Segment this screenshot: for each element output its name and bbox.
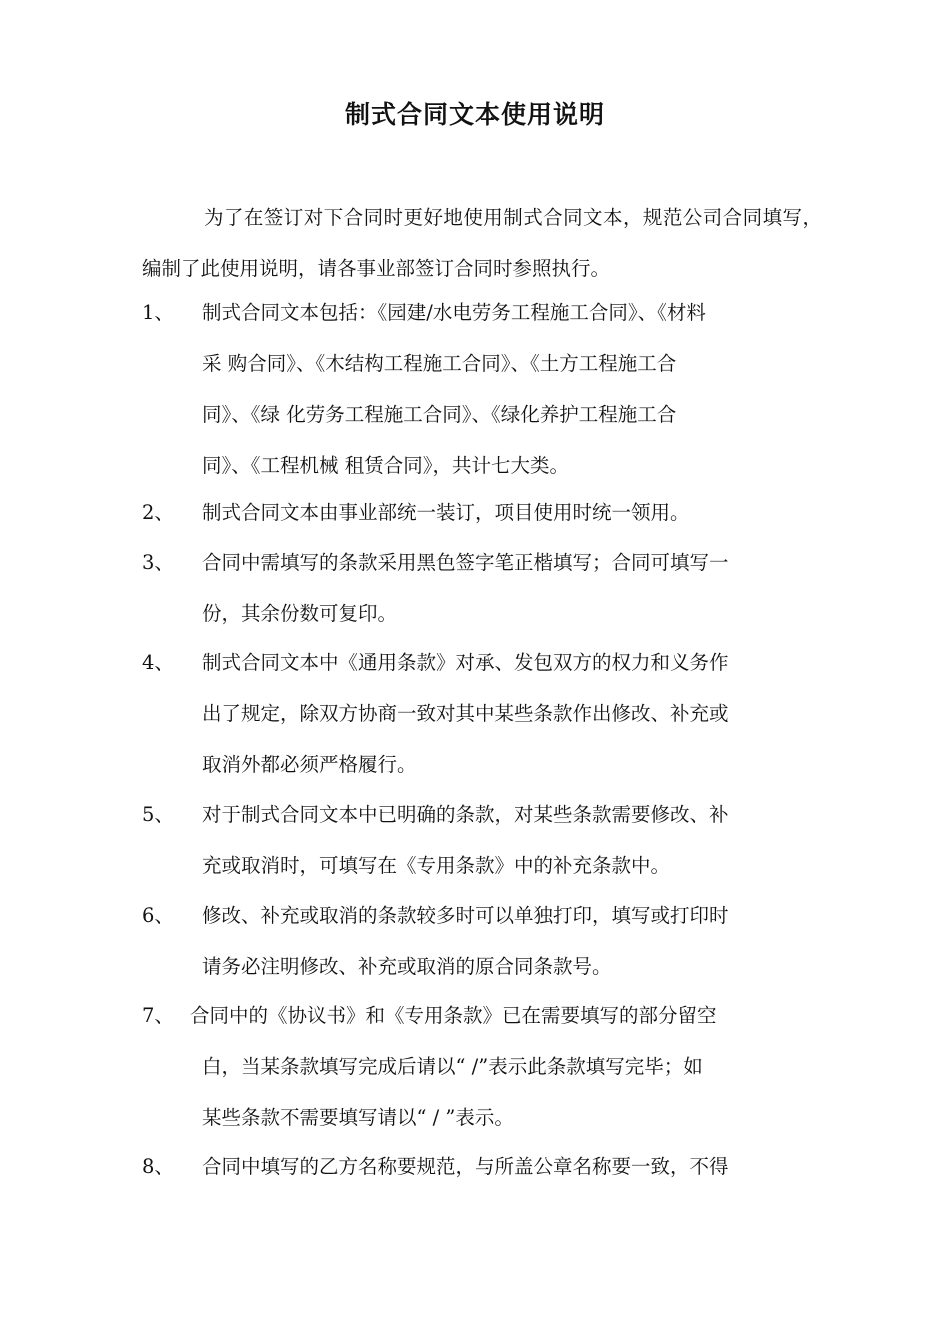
item-number: 3、 <box>142 551 174 574</box>
item-line: 某些条款不需要填写请以“ / ”表示。 <box>202 1106 514 1129</box>
item-line: 充或取消时，可填写在《专用条款》中的补充条款中。 <box>202 854 671 877</box>
item-text <box>202 287 822 491</box>
item-line: 合同中填写的乙方名称要规范，与所盖公章名称要一致，不得 <box>202 1155 729 1178</box>
item-text <box>202 637 822 790</box>
item-line: 同》、《工程机械 租赁合同》，共计七大类。 <box>202 454 569 477</box>
item-line: 合同中需填写的条款采用黑色签字笔正楷填写；合同可填写一 <box>202 551 729 574</box>
item-line: 制式合同文本由事业部统一装订，项目使用时统一领用。 <box>202 501 690 524</box>
item-line: 同》、《绿 化劳务工程施工合同》、《绿化养护工程施工合 <box>202 403 677 426</box>
item-text <box>202 487 822 538</box>
list-item-2 <box>142 487 822 538</box>
item-line: 采 购合同》、《木结构工程施工合同》、《土方工程施工合 <box>202 352 677 375</box>
item-line: 份，其余份数可复印。 <box>202 602 398 625</box>
item-line: 修改、补充或取消的条款较多时可以单独打印，填写或打印时 <box>202 904 729 927</box>
item-number: 6、 <box>142 904 174 927</box>
intro-paragraph: 为了在签订对下合同时更好地使用制式合同文本，规范公司合同填写，编制了此使用说明，请各事业部签订合同时参照执行。 <box>142 206 822 280</box>
item-line: 制式合同文本中《通用条款》对承、发包双方的权力和义务作 <box>202 651 729 674</box>
item-line: 制式合同文本包括：《园建/水电劳务工程施工合同》、《材料 <box>202 301 706 324</box>
item-number: 5、 <box>142 803 174 826</box>
item-text <box>202 1141 822 1192</box>
list-item-7 <box>142 990 822 1143</box>
item-line: 合同中的《协议书》和《专用条款》已在需要填写的部分留空 <box>190 1004 717 1027</box>
item-line: 请务必注明修改、补充或取消的原合同条款号。 <box>202 955 612 978</box>
item-number: 4、 <box>142 651 174 674</box>
item-text <box>202 537 822 639</box>
item-text <box>202 789 822 891</box>
item-line: 白，当某条款填写完成后请以“ /”表示此条款填写完毕；如 <box>202 1055 703 1078</box>
list-item-1 <box>142 287 822 491</box>
list-item-4 <box>142 637 822 790</box>
item-number: 2、 <box>142 501 174 524</box>
item-text <box>190 990 822 1143</box>
list-item-3 <box>142 537 822 639</box>
item-text <box>202 890 822 992</box>
list-item-6 <box>142 890 822 992</box>
item-line: 取消外都必须严格履行。 <box>202 753 417 776</box>
item-number: 8、 <box>142 1155 174 1178</box>
item-line: 对于制式合同文本中已明确的条款，对某些条款需要修改、补 <box>202 803 729 826</box>
item-number: 7、 <box>142 1004 174 1027</box>
list-item-8 <box>142 1141 822 1192</box>
item-line: 出了规定，除双方协商一致对其中某些条款作出修改、补充或 <box>202 702 729 725</box>
document-title: 制式合同文本使用说明 <box>344 100 605 129</box>
item-number: 1、 <box>142 301 174 324</box>
list-item-5 <box>142 789 822 891</box>
